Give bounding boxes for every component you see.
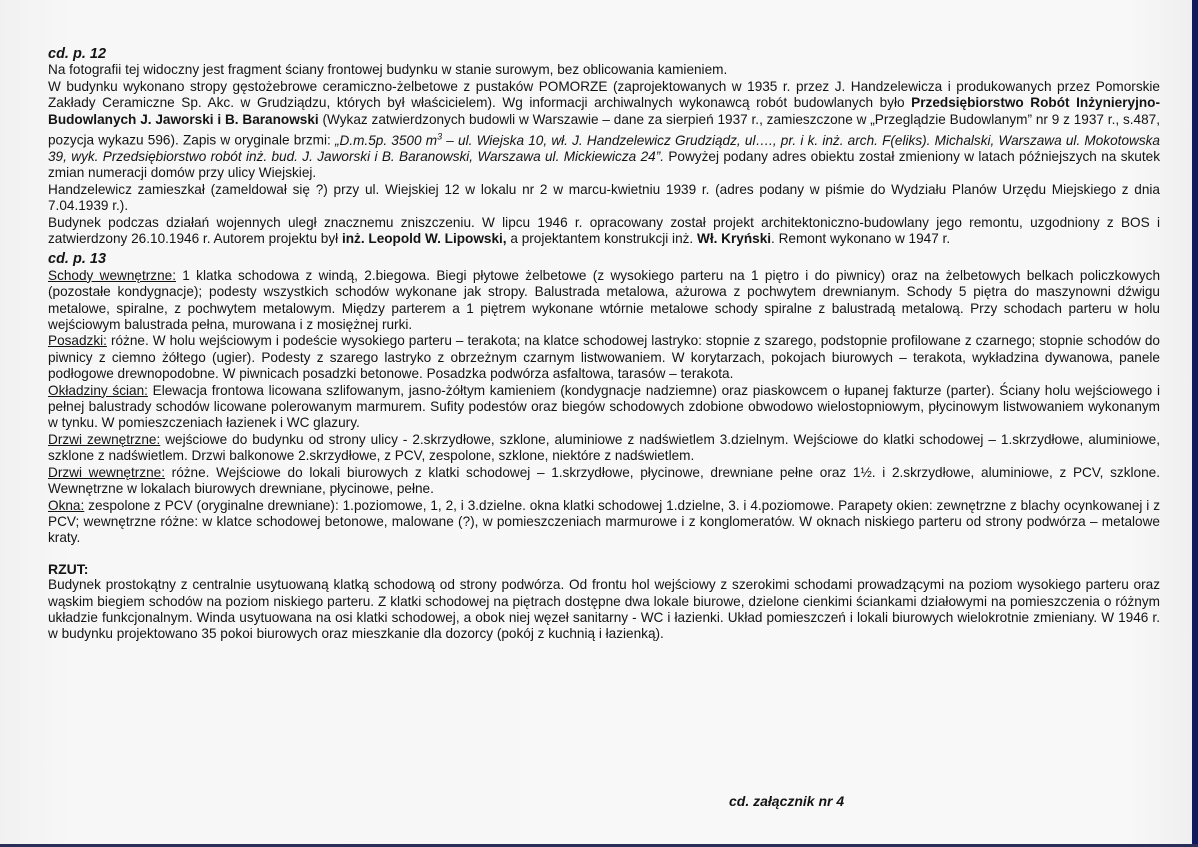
- spacer: [48, 547, 1160, 561]
- floors-paragraph: [48, 333, 1160, 382]
- windows-paragraph: [48, 498, 1160, 547]
- text-span: zespolone z PCV (oryginalne drewniane): 1.poziomowe, 1, 2, i 3.dzielne. okna klatki schodowej 1.dzielne, 3. i 4.poziomowe. Parapety okien: zewnętrzne z blachy ocynkowanej i z PCV; wewnętrzne różne: w klatce schodowej betonowe, malowane (?), w pomieszczeniach marmurowe i z konglomeratów. W oknach niskiego parteru od strony podwórza – metalowe kraty.: [48, 497, 1160, 546]
- floor-plan-heading: RZUT:: [48, 560, 89, 577]
- section-12-paragraph-2: [48, 79, 1160, 182]
- text-span: – ul. Wiejska 10, wł. J. Handzelewicz Grudziądz, ul…., pr. i k. inż. arch. F(eliks). Michalski, Warszawa ul. Mokotowska 39, wyk. Przedsiębiorstwo robót inż. bud. J. Jaworski i B. Baranowski, Warszawa ul. Mickiewicza 24”.: [48, 132, 1160, 164]
- scan-edge-right: [1192, 0, 1198, 847]
- document-body: [48, 46, 1160, 643]
- text-span: Powyżej podany adres obiektu został zmieniony w latach późniejszych na skutek zmian numeracji domów przy ulicy Wiejskiej.: [48, 148, 1160, 181]
- contractor-name: Przedsiębiorstwo Robót Inżynieryjno-Budowlanych J. Jaworski i B. Baranowski: [48, 95, 1160, 127]
- stairs-label: Schody wewnętrzne:: [48, 267, 176, 283]
- interior-doors-paragraph: [48, 465, 1160, 498]
- section-12-heading: cd. p. 12: [48, 46, 107, 62]
- project-author: inż. Leopold W. Lipowski,: [341, 231, 507, 246]
- text-span: różne. Wejściowe do lokali biurowych z klatki schodowej – 1.skrzydłowe, płycinowe, drewniane pełne oraz 1½. i 2.skrzydłowe, aluminiowe, z PCV, szklone. Wewnętrzne w lokalach biurowych drewniane, płycinowe, pełne.: [48, 464, 1160, 497]
- continuation-reference: cd. załącznik nr 4: [729, 793, 845, 809]
- section-12-paragraph-4: [48, 215, 1160, 248]
- floor-plan-paragraph: Budynek prostokątny z centralnie usytuowaną klatką schodową od strony podwórza. Od frontu hol wejściowy z szerokimi schodami prowadzącymi na poziom wysokiego parteru oraz wąskim biegiem schodów na poziom niskiego parteru. Z klatki schodowej na piętrach dostępne dwa lokale biurowe, dzielone cienkimi ściankami działowymi na pomieszczenia o różnym układzie funkcjonalnym. Winda usytuowana na osi klatki schodowej, a obok niej węzeł sanitarny - WC i łazienki. Układ pomieszczeń i lokali biurowych wielokrotnie zmieniany. W 1946 r. w budynku projektowano 35 pokoi biurowych oraz mieszkanie dla dozorcy (pokój z kuchnią i łazienką).: [48, 577, 1160, 642]
- structural-designer: Wł. Kryński: [697, 231, 772, 246]
- text-span: wejściowe do budynku od strony ulicy - 2.skrzydłowe, szklone, aluminiowe z nadświetlem 3.dzielnym. Wejściowe do klatki schodowej – 1.skrzydłowe, aluminiowe, szklone z nadświetlem. Drzwi balkonowe 2.skrzydłowe, z PCV, zespolone, szklone, niektóre z nadświetlem.: [48, 431, 1161, 464]
- floors-label: Posadzki:: [48, 333, 107, 349]
- windows-label: Okna:: [48, 497, 85, 513]
- section-12-paragraph-3: Handzelewicz zamieszkał (zameldował się ?) przy ul. Wiejskiej 12 w lokalu nr 2 w marcu-kwietniu 1939 r. (adres podany w piśmie do Wydziału Planów Urzędu Miejskiego z dnia 7.04.1939 r.).: [48, 181, 1160, 214]
- section-12-paragraph-1: Na fotografii tej widoczny jest fragment ściany frontowej budynku w stanie surowym, bez oblicowania kamieniem.: [48, 62, 728, 78]
- text-span: „D.m.5p. 3500 m: [334, 132, 438, 148]
- text-span: W budynku wykonano stropy gęstożebrowe ceramiczno-żelbetowe z pustaków POMORZE (zaprojektowanych w 1935 r. przez J. Handzelewicza i produkowanych przez Pomorskie Zakłady Ceramiczne Sp. Akc. w Grudziądzu, których był właścicielem). Wg informacji archiwalnych wykonawcą robót budowlanych było: [48, 78, 1160, 111]
- text-span: Budynek podczas działań wojennych uległ znacznemu zniszczeniu. W lipcu 1946 r. opracowany został projekt architektoniczno-budowlany jego remontu, uzgodniony z BOS i zatwierdzony 26.10.1946 r. Autorem projektu był: [48, 214, 1160, 246]
- wall-cladding-label: Okładziny ścian:: [48, 382, 148, 398]
- wall-cladding-paragraph: [48, 383, 1160, 432]
- section-13-heading: cd. p. 13: [48, 251, 107, 268]
- superscript: 3: [437, 131, 443, 142]
- text-span: 1 klatka schodowa z windą, 2.biegowa. Biegi płytowe żelbetowe (z wysokiego parteru na 1 piętro i do piwnicy) oraz na żelbetowych belkach policzkowych (pozostałe kondygnacje); podesty wszystkich schodów wykonane jak stropy. Balustrada metalowa, ażurowa z pochwytem drewnianym. Schody 5 piętra do maszynowni dźwigu metalowe, spiralne, z pochwytem metalowym. Między parterem a 1 piętrem wykonane wtórnie metalowe schody spiralne z balustradą metalową. Przy schodach parteru w holu wejściowym balustrada pełna, murowana i z mosiężnej rurki.: [48, 267, 1160, 333]
- stairs-paragraph: [48, 268, 1160, 334]
- exterior-doors-label: Drzwi zewnętrzne:: [48, 431, 161, 447]
- text-span: różne. W holu wejściowym i podeście wysokiego parteru – terakota; na klatce schodowej lastryko: stopnie z szarego, podstopnie profilowane z czarnego; stopnie schodów do piwnicy z ciemno żółtego (ugier). Podesty z szarego lastryko z obrzeżnym czarnym listwowaniem. W korytarzach, pokojach biurowych – terakota, wykładzina dywanowa, panele podłogowe drewnopodobne. W piwnicach posadzki betonowe. Posadzka podwórza asfaltowa, tarasów – terakota.: [48, 333, 1160, 382]
- text-span: . Remont wykonano w 1947 r.: [771, 231, 951, 246]
- text-span: (Wykaz zatwierdzonych budowli w Warszawie – dane za sierpień 1937 r., zamieszczone w „Przeglądzie Budowlanym” nr 9 z 1937 r., s.487, pozycja wykazu 596). Zapis w oryginale brzmi:: [48, 111, 1160, 148]
- text-span: Elewacja frontowa licowana szlifowanym, jasno-żółtym kamieniem (kondygnacje nadziemne) oraz piaskowcem o łupanej fakturze (parter). Ściany holu wejściowego i pełnej balustrady schodów licowane polerowanym marmurem. Sufity podestów oraz biegów schodowych zdobione obwodowo wielostopniowym, płycinowym listwowaniem wykonanym w tynku. W pomieszczeniach łazienek i WC glazury.: [48, 382, 1160, 431]
- exterior-doors-paragraph: [48, 432, 1160, 465]
- text-span: a projektantem konstrukcji inż.: [506, 231, 697, 246]
- interior-doors-label: Drzwi wewnętrzne:: [48, 464, 165, 480]
